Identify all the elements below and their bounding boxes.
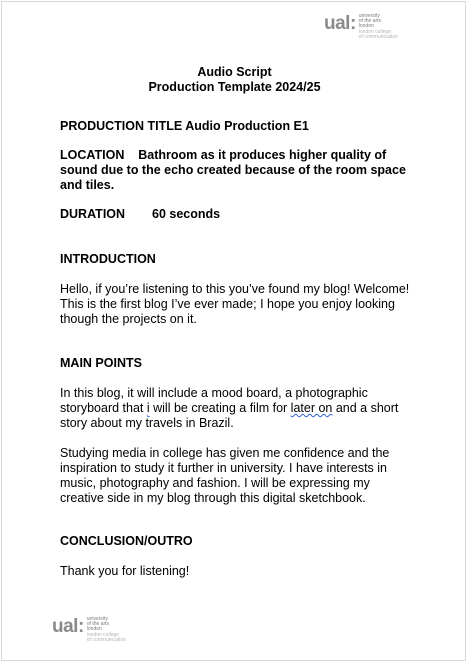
- logo-line: london: [358, 23, 374, 30]
- location-label: LOCATION: [60, 148, 125, 162]
- conclusion-heading: CONCLUSION/OUTRO: [60, 534, 193, 548]
- production-title-label: PRODUCTION TITLE: [60, 119, 183, 133]
- grammar-flag: later on: [290, 401, 333, 415]
- grammar-flag: i: [146, 401, 150, 415]
- document-title-block: [0, 65, 469, 95]
- duration-line: [60, 207, 430, 222]
- introduction-text: Hello, if you’re listening to this you’ve found my blog! Welcome! This is the first blog I’ve ever made; I hope you enjoy looking though the projects on it.: [60, 282, 410, 326]
- production-title-line: [60, 119, 430, 134]
- main-points-heading: MAIN POINTS: [60, 356, 142, 370]
- document-subtitle: Production Template 2024/25: [148, 80, 321, 94]
- ual-logo-mark: ual:: [52, 616, 84, 637]
- main-points-paragraph-2: Studying media in college has given me confidence and the inspiration to study it further in university. I have interests in music, photography and fashion. I will be expressing my creative side in my blog through this digital sketchbook.: [60, 446, 390, 505]
- logo-line: of the arts: [86, 621, 110, 628]
- ual-logo-text: [87, 617, 126, 643]
- logo-line: london: [86, 626, 102, 633]
- ual-logo-bottom: [52, 617, 126, 643]
- logo-line: university: [86, 616, 108, 622]
- logo-line: london college: [358, 28, 392, 35]
- main-points-text: In this blog, it will include a mood board, a photographic storyboard that: [60, 386, 368, 415]
- production-title-value: Audio Production E1: [185, 119, 309, 133]
- logo-line: of communication: [86, 636, 126, 643]
- conclusion-text: Thank you for listening!: [60, 564, 190, 578]
- main-points-text: and a short story about my travels in Brazil.: [60, 401, 399, 430]
- logo-line: of communication: [358, 33, 398, 40]
- document-title: Audio Script: [197, 65, 272, 79]
- logo-line: london college: [86, 631, 120, 638]
- ual-logo-top: [324, 14, 398, 40]
- page-border: [1, 1, 466, 661]
- duration-label: DURATION: [60, 207, 126, 221]
- duration-value: 60 seconds: [152, 207, 221, 221]
- main-points-paragraph-1: [60, 386, 412, 431]
- ual-logo-mark: ual:: [324, 13, 356, 34]
- main-points-text: will be creating a film for: [149, 401, 291, 415]
- location-value: Bathroom as it produces higher quality of sound due to the echo created because of the room space and tiles.: [60, 148, 406, 192]
- logo-line: university: [358, 13, 380, 19]
- logo-line: of the arts: [358, 18, 382, 25]
- ual-logo-text: [359, 14, 398, 40]
- location-line: [60, 148, 422, 193]
- introduction-heading: INTRODUCTION: [60, 252, 156, 266]
